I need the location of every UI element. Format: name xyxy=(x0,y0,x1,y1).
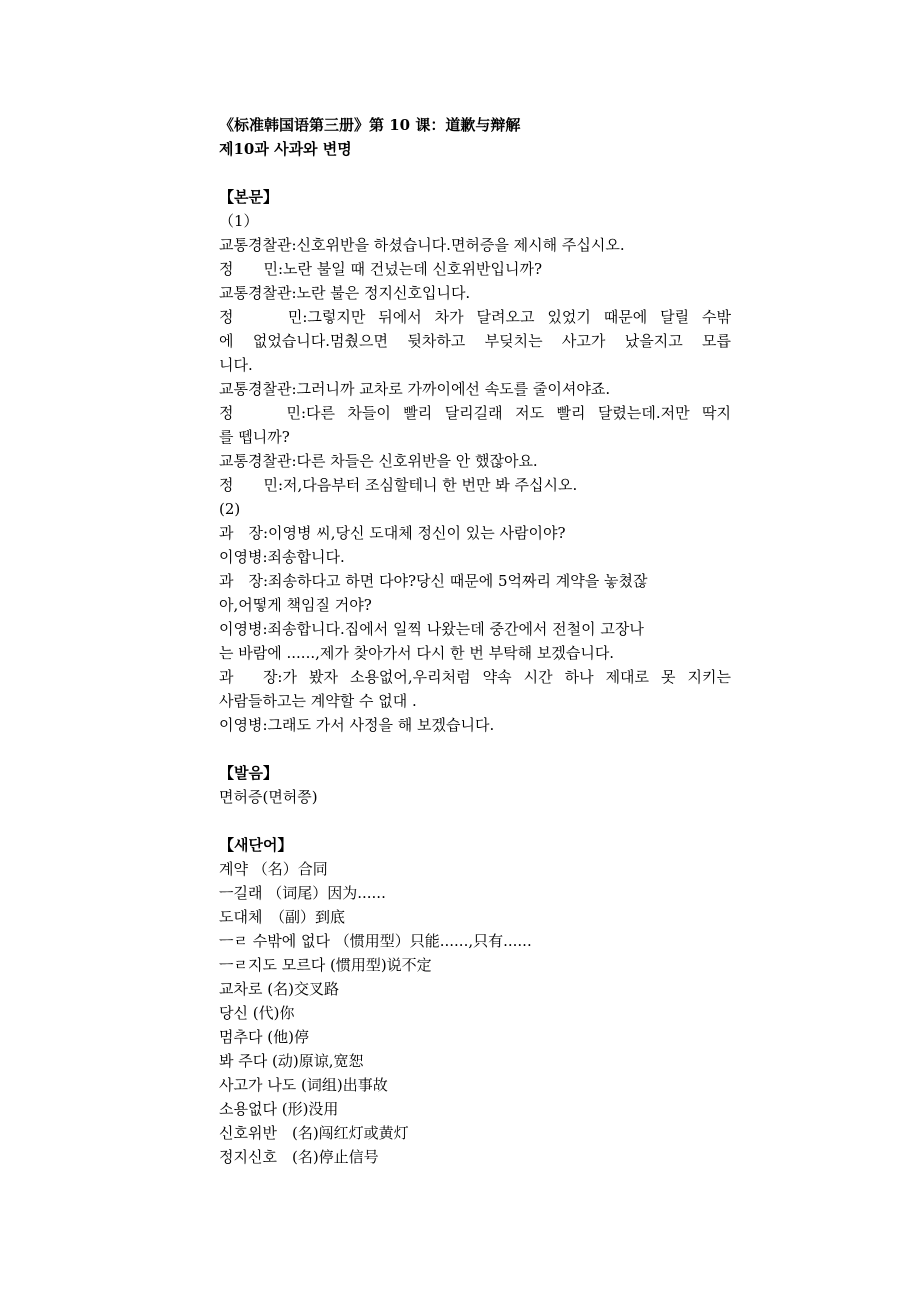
document-title: 《标准韩国语第三册》第 10 课：道歉与辩解 xyxy=(219,116,521,134)
dialogue-line: 이영병:죄송합니다. xyxy=(219,548,345,566)
dialogue-line: 를 뗍니까? xyxy=(219,428,290,446)
vocab-item: ㅡㄹ지도 모르다 (惯用型)说不定 xyxy=(219,956,432,974)
dialogue-line: 니다. xyxy=(219,356,253,374)
dialogue-line: 과 장:죄송하다고 하면 다야?당신 때문에 5억짜리 계약을 놓쳤잖 xyxy=(219,572,648,590)
vocab-item: 멈추다 (他)停 xyxy=(219,1028,309,1046)
vocab-item: 봐 주다 (动)原谅,宽恕 xyxy=(219,1052,364,1070)
vocab-item: ㅡㄹ 수밖에 없다 （惯用型）只能......,只有...... xyxy=(219,932,532,950)
spacer xyxy=(219,737,731,761)
vocab-heading: 【새단어】 xyxy=(219,836,293,854)
vocab-item: ㅡ길래 （词尾）因为...... xyxy=(219,884,386,902)
pronunciation-item: 면허증(면허쯩) xyxy=(219,788,318,806)
vocab-item: 사고가 나도 (词组)出事故 xyxy=(219,1076,388,1094)
vocab-item: 도대체 （副）到底 xyxy=(219,908,345,926)
dialogue-line: 에 없었습니다.멈췄으면 뒷차하고 부딪치는 사고가 났을지고 모릅 xyxy=(219,332,731,350)
vocab-item: 소용없다 (形)没用 xyxy=(219,1100,339,1118)
vocab-item: 신호위반 (名)闯红灯或黄灯 xyxy=(219,1124,409,1142)
dialogue-line: 이영병:그래도 가서 사정을 해 보겠습니다. xyxy=(219,716,495,734)
dialogue-line: 정 민:다른 차들이 빨리 달리길래 저도 빨리 달렸는데.저만 딱지 xyxy=(219,404,731,422)
part2-label: (2) xyxy=(219,500,241,518)
dialogue-line: 이영병:죄송합니다.집에서 일찍 나왔는데 중간에서 전철이 고장나 xyxy=(219,620,644,638)
pronunciation-heading: 【발음】 xyxy=(219,764,278,782)
text-heading: 【본문】 xyxy=(219,188,278,206)
dialogue-line: 정 민:그렇지만 뒤에서 차가 달려오고 있었기 때문에 달릴 수밖 xyxy=(219,308,731,326)
vocab-item: 당신 (代)你 xyxy=(219,1004,295,1022)
dialogue-line: 교통경찰관:그러니까 교차로 가까이에선 속도를 줄이셔야죠. xyxy=(219,380,611,398)
dialogue-line: 사람들하고는 계약할 수 없대 . xyxy=(219,692,417,710)
dialogue-line: 과 장:이영병 씨,당신 도대체 정신이 있는 사람이야? xyxy=(219,524,566,542)
vocab-item: 정지신호 (名)停止信号 xyxy=(219,1148,379,1166)
dialogue-line: 교통경찰관:신호위반을 하셨습니다.면허증을 제시해 주십시오. xyxy=(219,236,625,254)
dialogue-line: 아,어떻게 책임질 거야? xyxy=(219,596,372,614)
lesson-subtitle: 제10과 사과와 변명 xyxy=(219,140,352,158)
vocab-item: 계약 （名）合同 xyxy=(219,860,328,878)
vocab-item: 교차로 (名)交叉路 xyxy=(219,980,339,998)
dialogue-line: 교통경찰관:다른 차들은 신호위반을 안 했잖아요. xyxy=(219,452,538,470)
spacer xyxy=(219,809,731,833)
document-page xyxy=(219,113,731,1169)
dialogue-line: 과 장:가 봤자 소용없어,우리처럼 약속 시간 하나 제대로 못 지키는 xyxy=(219,668,731,686)
dialogue-line: 정 민:노란 불일 때 건넜는데 신호위반입니까? xyxy=(219,260,542,278)
dialogue-line: 정 민:저,다음부터 조심할테니 한 번만 봐 주십시오. xyxy=(219,476,578,494)
dialogue-line: 교통경찰관:노란 불은 정지신호입니다. xyxy=(219,284,471,302)
part1-label: （1） xyxy=(219,212,259,230)
spacer xyxy=(219,161,731,185)
dialogue-line: 는 바람에 ......,제가 찾아가서 다시 한 번 부탁해 보겠습니다. xyxy=(219,644,615,662)
